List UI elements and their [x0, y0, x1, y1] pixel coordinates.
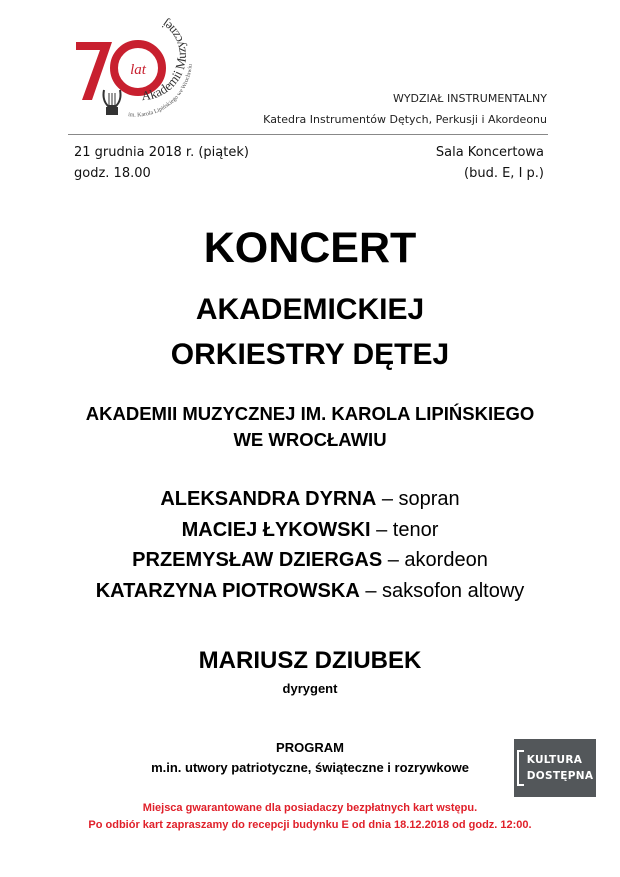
venue-name: Sala Koncertowa — [435, 145, 544, 160]
university-name: AKADEMII MUZYCZNEJ IM. KAROLA LIPIŃSKIEGO — [85, 403, 535, 424]
performer — [0, 545, 620, 576]
performer-role: – saksofon altowy — [359, 579, 525, 602]
badge-line-2: DOSTĘPNA — [526, 770, 594, 782]
kultura-dostepna-badge — [514, 739, 596, 797]
performer-role: – tenor — [370, 518, 439, 541]
venue-detail: (bud. E, I p.) — [464, 166, 544, 181]
department-header — [263, 88, 547, 130]
performer — [0, 576, 620, 607]
svg-text:lat: lat — [130, 62, 146, 78]
faculty-name: WYDZIAŁ INSTRUMENTALNY — [392, 92, 547, 105]
conductor-name: MARIUSZ DZIUBEK — [198, 647, 422, 674]
performer-name: MACIEJ ŁYKOWSKI — [181, 518, 371, 541]
program-label: PROGRAM — [276, 740, 344, 755]
performer — [0, 515, 620, 546]
event-datetime — [74, 142, 249, 184]
conductor-role: dyrygent — [282, 681, 338, 696]
performer-name: PRZEMYSŁAW DZIERGAS — [132, 549, 383, 571]
title-akademickiej: AKADEMICKIEJ — [195, 293, 425, 326]
performer-role: – akordeon — [382, 549, 488, 571]
department-name: Katedra Instrumentów Dętych, Perkusji i Akordeonu — [263, 113, 547, 126]
event-date: 21 grudnia 2018 r. (piątek) — [74, 145, 249, 160]
title-koncert: KONCERT — [203, 224, 417, 272]
performer-role: – sopran — [376, 488, 460, 510]
lyre-icon — [104, 90, 121, 115]
university-city: WE WROCŁAWIU — [233, 429, 387, 450]
ticket-notice-1: Miejsca gwarantowane dla posiadaczy bezpłatnych kart wstępu. — [142, 802, 478, 814]
svg-text:Akademii Muzycznej: Akademii Muzycznej — [140, 16, 190, 104]
program-description: m.in. utwory patriotyczne, świąteczne i rozrywkowe — [151, 760, 469, 775]
performers-list — [0, 484, 620, 606]
performer-name: KATARZYNA PIOTROWSKA — [95, 579, 360, 602]
header-divider — [68, 134, 548, 135]
ticket-notice-2: Po odbiór kart zapraszamy do recepcji budynku E od dnia 18.12.2018 od godz. 12:00. — [88, 819, 532, 831]
event-time: godz. 18.00 — [74, 166, 151, 181]
performer — [0, 484, 620, 515]
bracket-icon — [517, 750, 524, 786]
logo-graphic-icon — [72, 4, 208, 126]
svg-text:im. Karola Lipińskiego we Wroc: im. Karola Lipińskiego we Wrocławiu — [127, 63, 194, 119]
event-venue — [436, 142, 544, 184]
academy-70-years-logo — [72, 4, 208, 126]
title-orkiestry: ORKIESTRY DĘTEJ — [170, 338, 450, 371]
badge-line-1: KULTURA — [526, 754, 583, 766]
performer-name: ALEKSANDRA DYRNA — [160, 488, 377, 510]
